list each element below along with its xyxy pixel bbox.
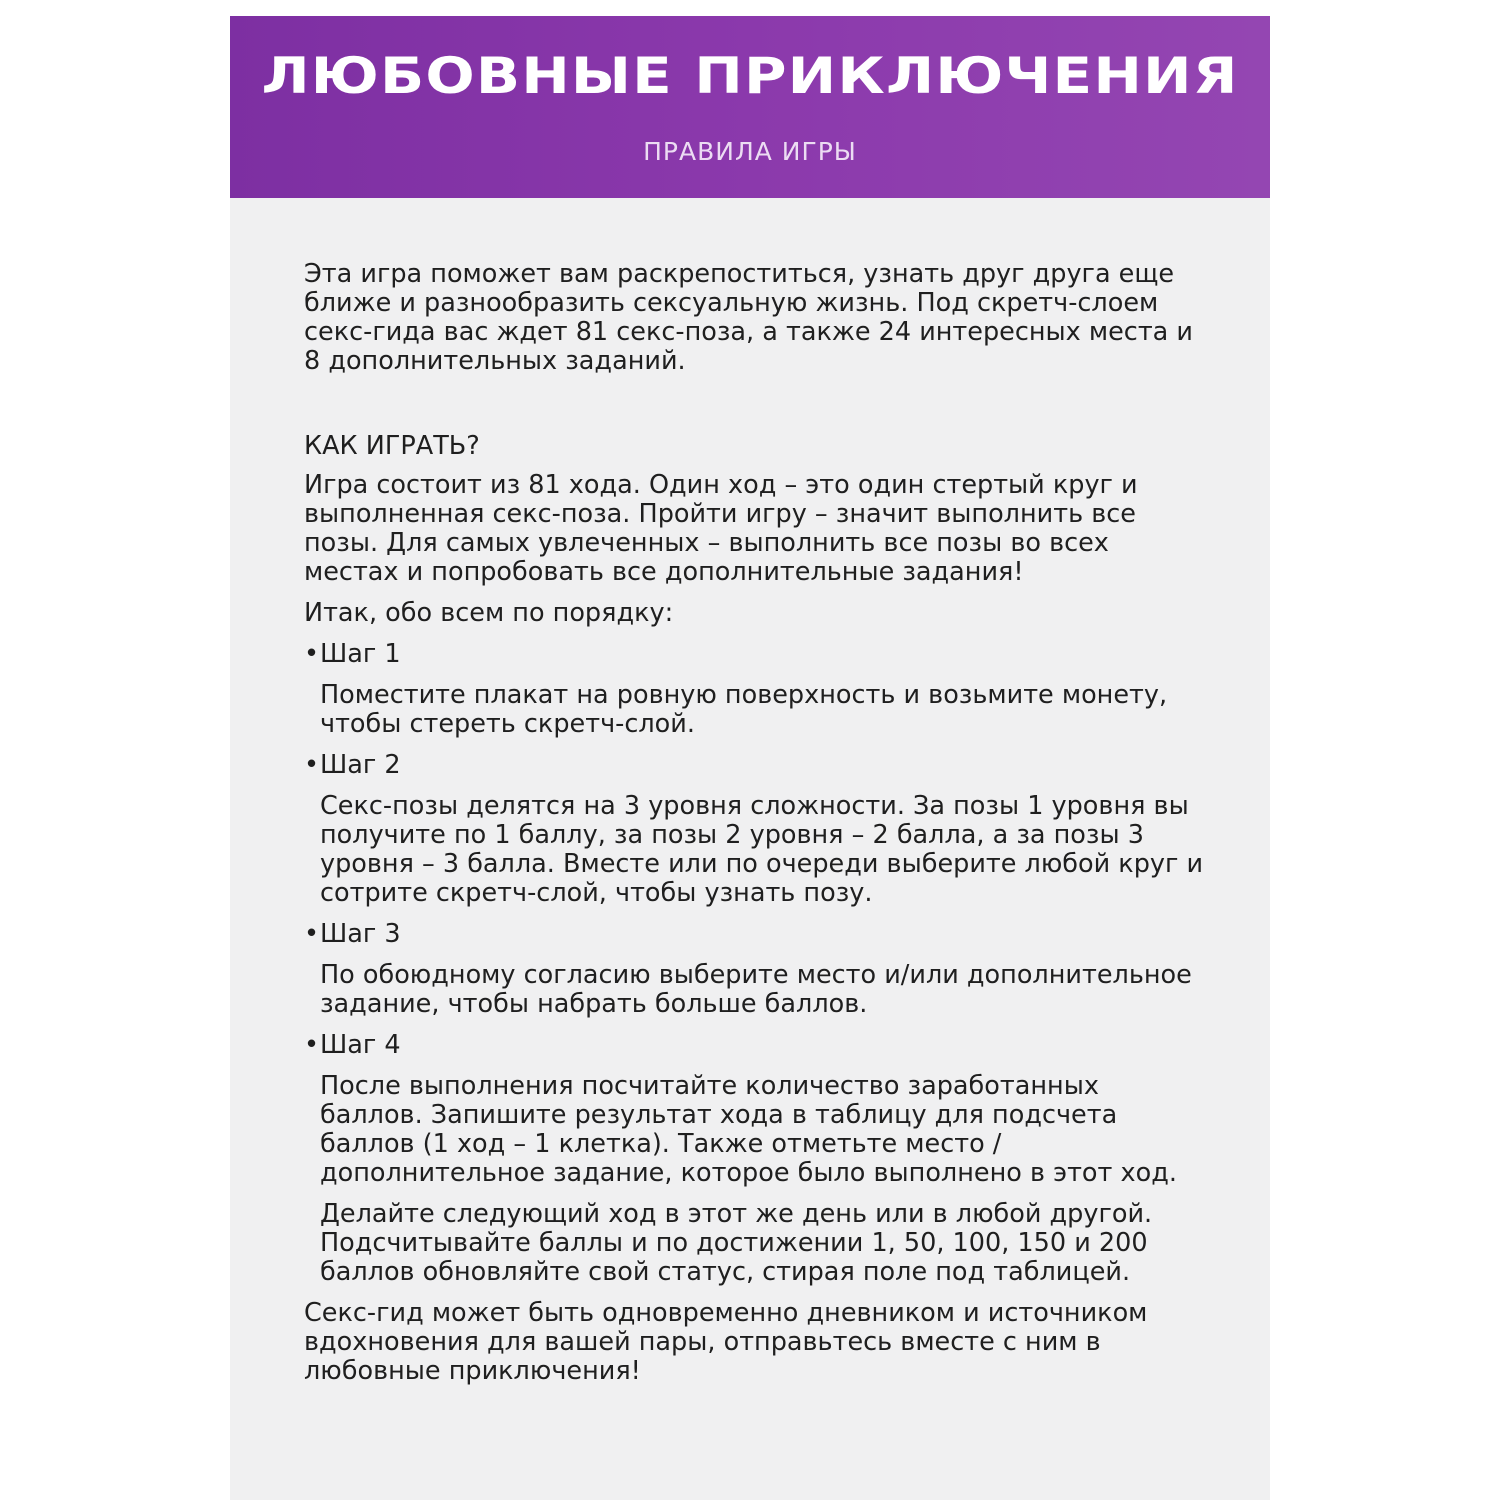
intro-paragraph: Эта игра поможет вам раскрепоститься, узнать друг друга еще ближе и разнообразить сексуальную жизнь. Под скретч-слоем секс-гида вас ждет 81 секс-поза, а также 24 интересных места и 8 дополнительных заданий. xyxy=(304,259,1193,376)
step-label: Шаг 3 xyxy=(320,919,401,949)
section-heading: КАК ИГРАТЬ? xyxy=(304,431,480,461)
step-text: Поместите плакат на ровную поверхность и возьмите монету, чтобы стереть скретч-слой. xyxy=(320,680,1168,739)
step-item xyxy=(304,751,1204,908)
step-text-continued: Делайте следующий ход в этот же день или в любой другой. Подсчитывайте баллы и по достижении 1, 50, 100, 150 и 200 баллов обновляйте свой статус, стирая поле под таблицей. xyxy=(320,1199,1153,1287)
step-label: Шаг 2 xyxy=(320,750,401,780)
steps-lead: Итак, обо всем по порядку: xyxy=(304,598,674,628)
bullet-icon: • xyxy=(304,639,320,669)
bullet-icon: • xyxy=(304,1030,320,1060)
step-item xyxy=(304,920,1204,1019)
rules-card xyxy=(230,16,1270,1500)
step-text: Секс-позы делятся на 3 уровня сложности. За позы 1 уровня вы получите по 1 баллу, за позы 2 уровня – 2 балла, а за позы 3 уровня – 3 балла. Вместе или по очереди выберите любой круг и сотрите скретч-слой, чтобы узнать позу. xyxy=(320,791,1204,908)
how-to-play-paragraph: Игра состоит из 81 хода. Один ход – это один стертый круг и выполненная секс-поза. Пройти игру – значит выполнить все позы. Для самых увлеченных – выполнить все позы во всех местах и попробовать все дополнительные задания! xyxy=(304,470,1138,587)
page-subtitle: ПРАВИЛА ИГРЫ xyxy=(643,137,857,166)
step-item xyxy=(304,640,1204,739)
header-banner xyxy=(230,16,1270,198)
step-text: После выполнения посчитайте количество заработанных баллов. Запишите результат хода в таблицу для подсчета баллов (1 ход – 1 клетка). Также отметьте место / дополнительное задание, которое было выполнено в этот ход. xyxy=(320,1071,1177,1188)
step-text: По обоюдному согласию выберите место и/или дополнительное задание, чтобы набрать больше баллов. xyxy=(320,960,1192,1019)
page-title: ЛЮБОВНЫЕ ПРИКЛЮЧЕНИЯ xyxy=(261,47,1239,105)
step-label: Шаг 1 xyxy=(320,639,401,669)
step-item xyxy=(304,1031,1204,1287)
closing-paragraph: Секс-гид может быть одновременно дневником и источником вдохновения для вашей пары, отправьтесь вместе с ним в любовные приключения! xyxy=(304,1298,1148,1386)
step-label: Шаг 4 xyxy=(320,1030,401,1060)
bullet-icon: • xyxy=(304,919,320,949)
bullet-icon: • xyxy=(304,750,320,780)
rules-body xyxy=(304,260,1204,1398)
